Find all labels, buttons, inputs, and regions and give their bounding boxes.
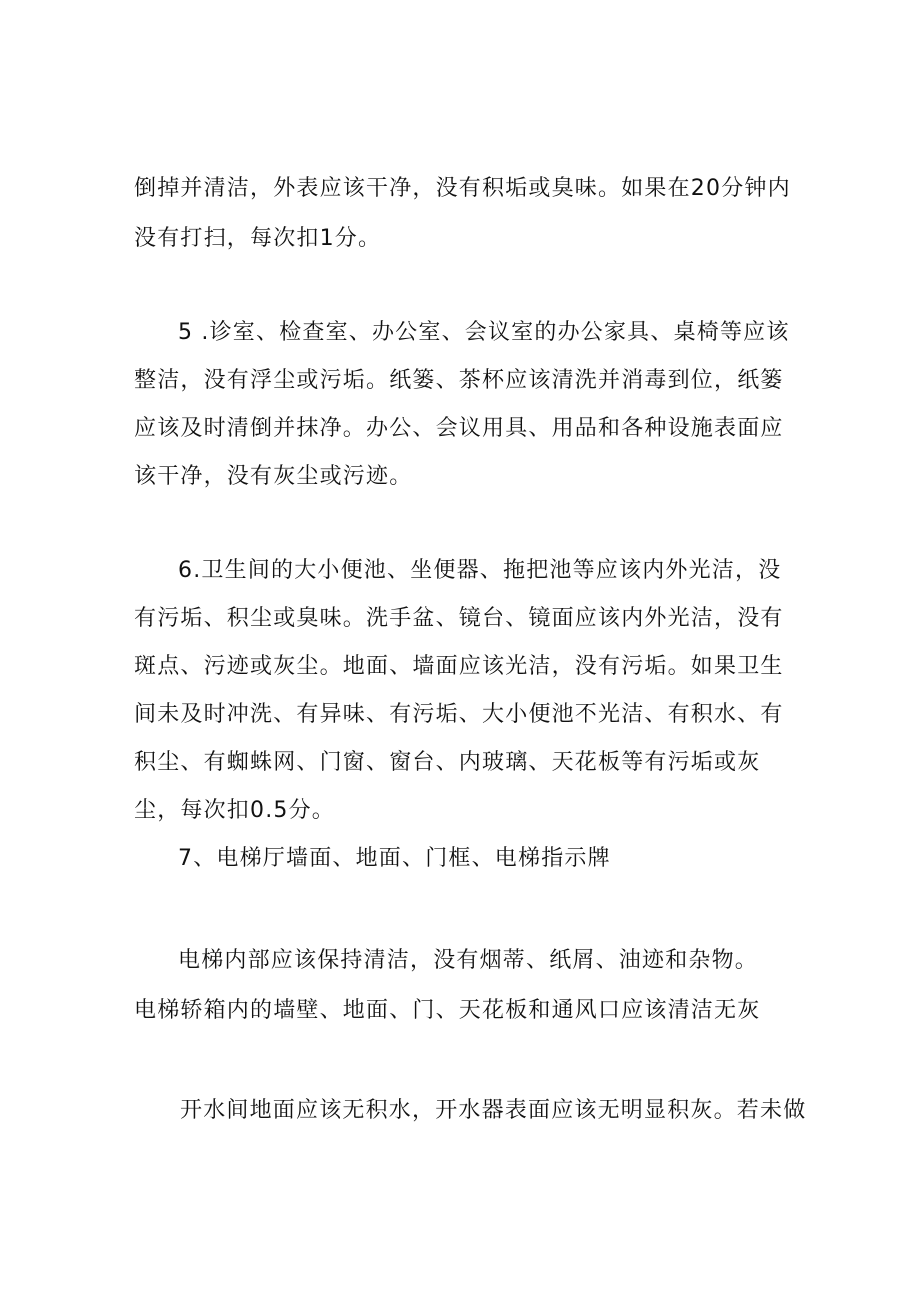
text-line: 应该及时清倒并抹净。办公、会议用具、用品和各种设施表面应: [134, 416, 784, 441]
text-line: 该干净，没有灰尘或污迹。: [134, 464, 413, 489]
text-line: 没有打扫，每次扣1分。: [134, 226, 382, 251]
text-line: 开水间地面应该无积水，开水器表面应该无明显积灰。若未做: [180, 1098, 807, 1123]
text-line: 整洁，没有浮尘或污垢。纸篓、茶杯应该清洗并消毒到位，纸篓: [134, 368, 784, 393]
text-line: 电梯内部应该保持清洁，没有烟蒂、纸屑、油迹和杂物。: [178, 948, 759, 973]
text-line: 积尘、有蜘蛛网、门窗、窗台、内玻璃、天花板等有污垢或灰: [134, 750, 761, 775]
text-line: 斑点、污迹或灰尘。地面、墙面应该光洁，没有污垢。如果卫生: [134, 654, 784, 679]
text-line: 尘，每次扣0.5分。: [134, 798, 335, 823]
text-line: 倒掉并清洁，外表应该干净，没有积垢或臭味。如果在20分钟内: [134, 176, 791, 201]
text-line: 有污垢、积尘或臭味。洗手盆、镜台、镜面应该内外光洁，没有: [134, 606, 784, 631]
text-line: 电梯轿箱内的墙壁、地面、门、天花板和通风口应该清洁无灰: [134, 998, 761, 1023]
paragraph-6-start: 6.卫生间的大小便池、坐便器、拖把池等应该内外光洁，没: [178, 558, 782, 583]
section-7-heading: 7、电梯厅墙面、地面、门框、电梯指示牌: [178, 846, 611, 871]
paragraph-5-start: 5 .诊室、检查室、办公室、会议室的办公家具、桌椅等应该: [178, 320, 790, 345]
text-line: 间未及时冲洗、有异味、有污垢、大小便池不光洁、有积水、有: [134, 702, 784, 727]
